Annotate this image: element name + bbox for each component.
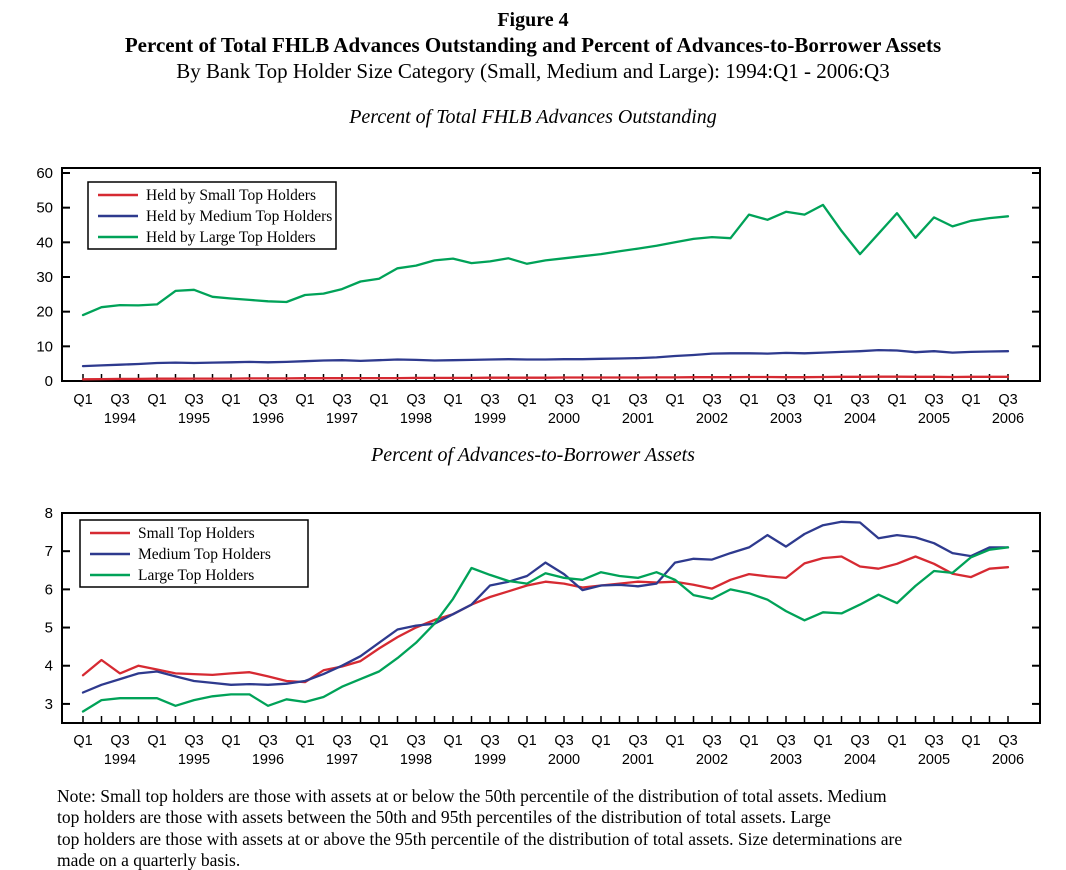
x-tick-label: Q3 xyxy=(184,733,204,749)
legend-label: Medium Top Holders xyxy=(138,546,271,563)
y-tick-label: 50 xyxy=(36,199,53,217)
figure-subtitle: By Bank Top Holder Size Category (Small, Medium and Large): 1994:Q1 - 2006:Q3 xyxy=(176,59,890,84)
x-tick-label: Q3 xyxy=(998,392,1018,408)
x-tick-label: Q1 xyxy=(295,392,315,408)
bottom-panel-title: Percent of Advances-to-Borrower Assets xyxy=(371,444,695,466)
x-tick-label: Q3 xyxy=(702,733,722,749)
legend-label: Large Top Holders xyxy=(138,567,255,584)
x-tick-label: Q1 xyxy=(591,733,611,749)
x-year-label: 2005 xyxy=(917,752,951,768)
figure-number: Figure 4 xyxy=(497,9,569,31)
x-year-label: 1994 xyxy=(103,752,137,768)
x-year-label: 2004 xyxy=(843,752,877,768)
x-tick-label: Q1 xyxy=(887,733,907,749)
x-tick-label: Q3 xyxy=(406,392,426,408)
x-tick-label: Q3 xyxy=(258,733,278,749)
x-tick-label: Q1 xyxy=(369,733,389,749)
y-tick-label: 8 xyxy=(44,505,53,522)
x-tick-label: Q3 xyxy=(332,392,352,408)
x-tick-label: Q3 xyxy=(480,392,500,408)
note-line: Note: Small top holders are those with assets at or below the 50th percentile of the distribution of total assets. Medium xyxy=(57,786,887,806)
y-tick-label: 40 xyxy=(36,234,53,252)
x-tick-label: Q3 xyxy=(406,733,426,749)
x-tick-label: Q3 xyxy=(554,392,574,408)
x-tick-label: Q3 xyxy=(628,392,648,408)
x-year-label: 1997 xyxy=(325,752,359,768)
bottom-chart xyxy=(0,490,1066,780)
x-tick-label: Q3 xyxy=(628,733,648,749)
y-tick-label: 60 xyxy=(36,165,53,182)
x-year-label: 1995 xyxy=(177,411,211,427)
x-year-label: 1996 xyxy=(251,752,285,768)
top-chart xyxy=(0,150,1066,440)
x-year-label: 2001 xyxy=(621,752,655,768)
x-year-label: 1999 xyxy=(473,411,507,427)
x-tick-label: Q3 xyxy=(924,392,944,408)
x-tick-label: Q3 xyxy=(258,392,278,408)
x-year-label: 1995 xyxy=(177,752,211,768)
x-year-label: 2005 xyxy=(917,411,951,427)
x-year-label: 2006 xyxy=(991,752,1025,768)
x-tick-label: Q1 xyxy=(961,733,981,749)
x-tick-label: Q1 xyxy=(591,392,611,408)
x-year-label: 2000 xyxy=(547,752,581,768)
x-tick-label: Q3 xyxy=(110,392,130,408)
y-tick-label: 0 xyxy=(44,373,53,390)
x-year-label: 2003 xyxy=(769,411,803,427)
legend-label: Held by Large Top Holders xyxy=(146,229,316,246)
x-tick-label: Q1 xyxy=(813,392,833,408)
y-tick-label: 6 xyxy=(44,581,53,599)
x-year-label: 2001 xyxy=(621,411,655,427)
x-year-label: 1996 xyxy=(251,411,285,427)
x-tick-label: Q3 xyxy=(998,733,1018,749)
x-tick-label: Q3 xyxy=(776,392,796,408)
y-tick-label: 10 xyxy=(36,338,53,356)
x-year-label: 1998 xyxy=(399,411,433,427)
note-line: made on a quarterly basis. xyxy=(57,850,241,870)
x-tick-label: Q1 xyxy=(739,733,759,749)
x-tick-label: Q1 xyxy=(221,392,241,408)
note-line: top holders are those with assets between the 50th and 95th percentiles of the distribution of total assets. Large xyxy=(57,807,831,828)
x-tick-label: Q1 xyxy=(961,392,981,408)
x-tick-label: Q1 xyxy=(665,733,685,749)
y-tick-label: 3 xyxy=(44,695,53,713)
note-text xyxy=(57,786,1022,870)
x-tick-label: Q1 xyxy=(665,392,685,408)
x-tick-label: Q3 xyxy=(850,392,870,408)
x-tick-label: Q1 xyxy=(443,733,463,749)
x-tick-label: Q3 xyxy=(850,733,870,749)
top-panel-title: Percent of Total FHLB Advances Outstanding xyxy=(349,106,717,128)
x-year-label: 1997 xyxy=(325,411,359,427)
x-tick-label: Q1 xyxy=(517,392,537,408)
y-tick-label: 20 xyxy=(36,303,53,321)
series-line-medium xyxy=(83,350,1008,366)
x-tick-label: Q1 xyxy=(813,733,833,749)
x-tick-label: Q1 xyxy=(147,392,167,408)
x-year-label: 1994 xyxy=(103,411,137,427)
x-year-label: 2006 xyxy=(991,411,1025,427)
legend-label: Held by Small Top Holders xyxy=(146,187,316,204)
x-tick-label: Q3 xyxy=(554,733,574,749)
x-tick-label: Q3 xyxy=(480,733,500,749)
x-year-label: 1999 xyxy=(473,752,507,768)
x-tick-label: Q1 xyxy=(73,733,93,749)
y-tick-label: 4 xyxy=(44,657,53,675)
x-tick-label: Q1 xyxy=(295,733,315,749)
x-year-label: 1998 xyxy=(399,752,433,768)
x-tick-label: Q1 xyxy=(369,392,389,408)
x-tick-label: Q3 xyxy=(184,392,204,408)
x-tick-label: Q1 xyxy=(73,392,93,408)
y-tick-label: 5 xyxy=(44,619,53,637)
x-year-label: 2002 xyxy=(695,411,729,427)
note-line: top holders are those with assets at or above the 95th percentile of the distribution of total assets. Size determinations are xyxy=(57,828,903,849)
x-year-label: 2004 xyxy=(843,411,877,427)
legend-label: Small Top Holders xyxy=(138,525,255,542)
x-tick-label: Q1 xyxy=(443,392,463,408)
x-year-label: 2000 xyxy=(547,411,581,427)
x-tick-label: Q3 xyxy=(332,733,352,749)
x-tick-label: Q3 xyxy=(924,733,944,749)
x-tick-label: Q1 xyxy=(517,733,537,749)
legend-label: Held by Medium Top Holders xyxy=(146,208,333,225)
x-tick-label: Q1 xyxy=(221,733,241,749)
x-tick-label: Q1 xyxy=(887,392,907,408)
y-tick-label: 7 xyxy=(44,543,53,561)
x-tick-label: Q3 xyxy=(702,392,722,408)
x-tick-label: Q1 xyxy=(147,733,167,749)
y-tick-label: 30 xyxy=(36,269,53,286)
x-tick-label: Q3 xyxy=(776,733,796,749)
x-year-label: 2003 xyxy=(769,752,803,768)
x-tick-label: Q1 xyxy=(739,392,759,408)
x-tick-label: Q3 xyxy=(110,733,130,749)
x-year-label: 2002 xyxy=(695,752,729,768)
title-block xyxy=(0,8,1066,85)
figure-title: Percent of Total FHLB Advances Outstanding and Percent of Advances-to-Borrower Assets xyxy=(124,33,942,57)
